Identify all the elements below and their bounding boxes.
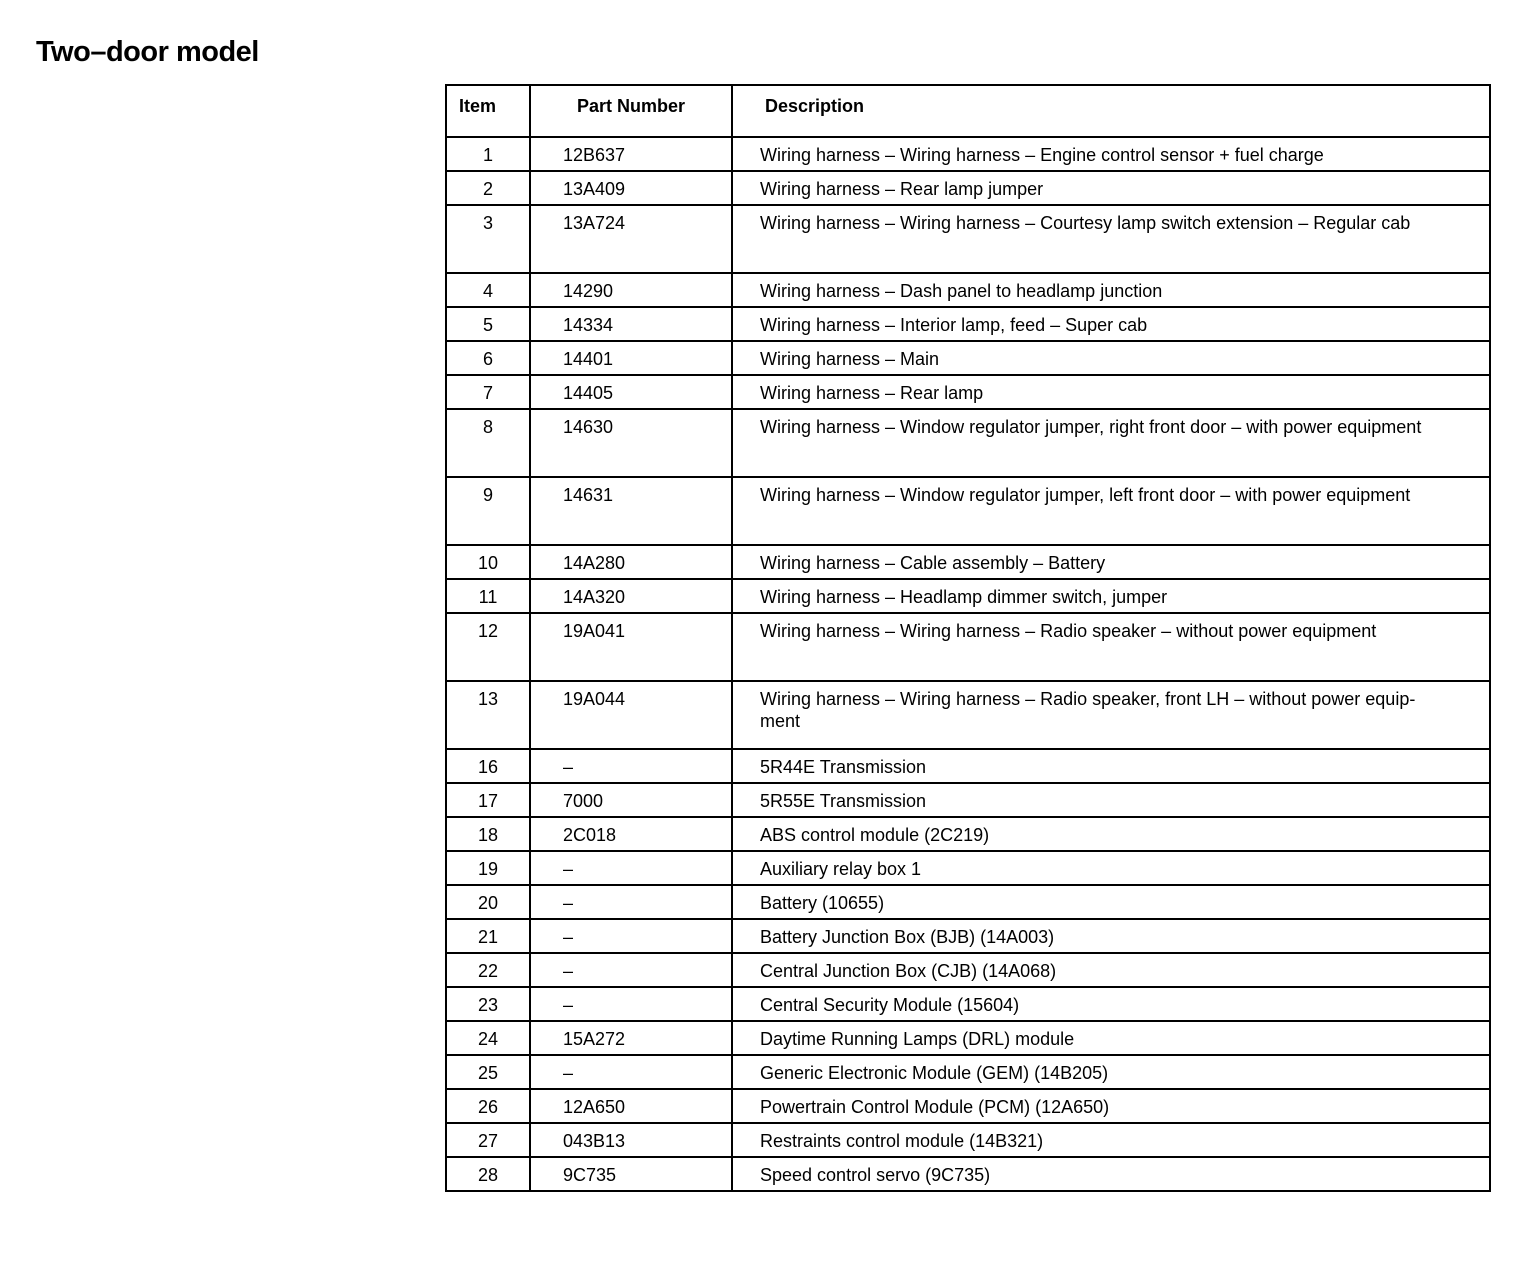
description: Daytime Running Lamps (DRL) module [732,1021,1490,1055]
table-row [446,681,1490,749]
part-number: 13A724 [530,205,732,273]
part-number: 043B13 [530,1123,732,1157]
item-number: 6 [446,341,530,375]
table-row [446,613,1490,681]
item-number: 11 [446,579,530,613]
item-number: 18 [446,817,530,851]
part-number: 12B637 [530,137,732,171]
item-number: 23 [446,987,530,1021]
part-number: 7000 [530,783,732,817]
part-number: 2C018 [530,817,732,851]
description: Wiring harness – Wiring harness – Radio speaker, front LH – without power equip- ment [732,681,1490,749]
item-number: 28 [446,1157,530,1191]
part-number: 14630 [530,409,732,477]
description: Wiring harness – Rear lamp [732,375,1490,409]
table-row [446,953,1490,987]
description: Battery Junction Box (BJB) (14A003) [732,919,1490,953]
table-row [446,545,1490,579]
description: Central Junction Box (CJB) (14A068) [732,953,1490,987]
description: Powertrain Control Module (PCM) (12A650) [732,1089,1490,1123]
part-number: 12A650 [530,1089,732,1123]
part-number: 9C735 [530,1157,732,1191]
table-row [446,919,1490,953]
item-number: 9 [446,477,530,545]
item-number: 12 [446,613,530,681]
item-number: 16 [446,749,530,783]
table-row [446,1055,1490,1089]
table-row [446,1021,1490,1055]
description: Speed control servo (9C735) [732,1157,1490,1191]
parts-table [445,84,1491,1192]
item-number: 22 [446,953,530,987]
page-title: Two–door model [36,36,259,68]
description: Wiring harness – Window regulator jumper, right front door – with power equipment [732,409,1490,477]
item-number: 27 [446,1123,530,1157]
description: Battery (10655) [732,885,1490,919]
description: 5R55E Transmission [732,783,1490,817]
description: Restraints control module (14B321) [732,1123,1490,1157]
table-row [446,307,1490,341]
table-row [446,749,1490,783]
description: Generic Electronic Module (GEM) (14B205) [732,1055,1490,1089]
part-number: 14290 [530,273,732,307]
item-number: 21 [446,919,530,953]
item-number: 10 [446,545,530,579]
table-row [446,205,1490,273]
item-number: 2 [446,171,530,205]
table-header-row [446,85,1490,137]
part-number: – [530,885,732,919]
description: Wiring harness – Main [732,341,1490,375]
description: Wiring harness – Wiring harness – Courtesy lamp switch extension – Regular cab [732,205,1490,273]
table-row [446,171,1490,205]
table-row [446,375,1490,409]
item-number: 25 [446,1055,530,1089]
part-number: 19A044 [530,681,732,749]
item-number: 8 [446,409,530,477]
description: Central Security Module (15604) [732,987,1490,1021]
table-row [446,477,1490,545]
table-row [446,1089,1490,1123]
description: 5R44E Transmission [732,749,1490,783]
item-number: 13 [446,681,530,749]
description: Wiring harness – Interior lamp, feed – Super cab [732,307,1490,341]
part-number: 15A272 [530,1021,732,1055]
description: ABS control module (2C219) [732,817,1490,851]
part-number: – [530,851,732,885]
part-number: – [530,987,732,1021]
item-number: 20 [446,885,530,919]
item-number: 4 [446,273,530,307]
description: Auxiliary relay box 1 [732,851,1490,885]
table-row [446,851,1490,885]
table-row [446,409,1490,477]
column-header-part-number: Part Number [530,85,732,137]
description: Wiring harness – Headlamp dimmer switch, jumper [732,579,1490,613]
table-row [446,987,1490,1021]
part-number: 19A041 [530,613,732,681]
part-number: 14A320 [530,579,732,613]
description: Wiring harness – Wiring harness – Radio speaker – without power equipment [732,613,1490,681]
table-row [446,885,1490,919]
part-number: – [530,749,732,783]
part-number: – [530,953,732,987]
part-number: 14A280 [530,545,732,579]
item-number: 1 [446,137,530,171]
description: Wiring harness – Cable assembly – Battery [732,545,1490,579]
item-number: 3 [446,205,530,273]
part-number: 14401 [530,341,732,375]
table-row [446,341,1490,375]
description: Wiring harness – Rear lamp jumper [732,171,1490,205]
table-row [446,137,1490,171]
part-number: – [530,919,732,953]
description: Wiring harness – Wiring harness – Engine control sensor + fuel charge [732,137,1490,171]
table-row [446,817,1490,851]
item-number: 19 [446,851,530,885]
description: Wiring harness – Window regulator jumper, left front door – with power equipment [732,477,1490,545]
table-row [446,273,1490,307]
part-number: – [530,1055,732,1089]
table-row [446,579,1490,613]
part-number: 14334 [530,307,732,341]
item-number: 5 [446,307,530,341]
part-number: 14405 [530,375,732,409]
part-number: 13A409 [530,171,732,205]
table-row [446,1123,1490,1157]
column-header-item: Item [446,85,530,137]
table-row [446,783,1490,817]
item-number: 26 [446,1089,530,1123]
item-number: 7 [446,375,530,409]
item-number: 17 [446,783,530,817]
part-number: 14631 [530,477,732,545]
column-header-description: Description [732,85,1490,137]
description: Wiring harness – Dash panel to headlamp junction [732,273,1490,307]
item-number: 24 [446,1021,530,1055]
table-row [446,1157,1490,1191]
